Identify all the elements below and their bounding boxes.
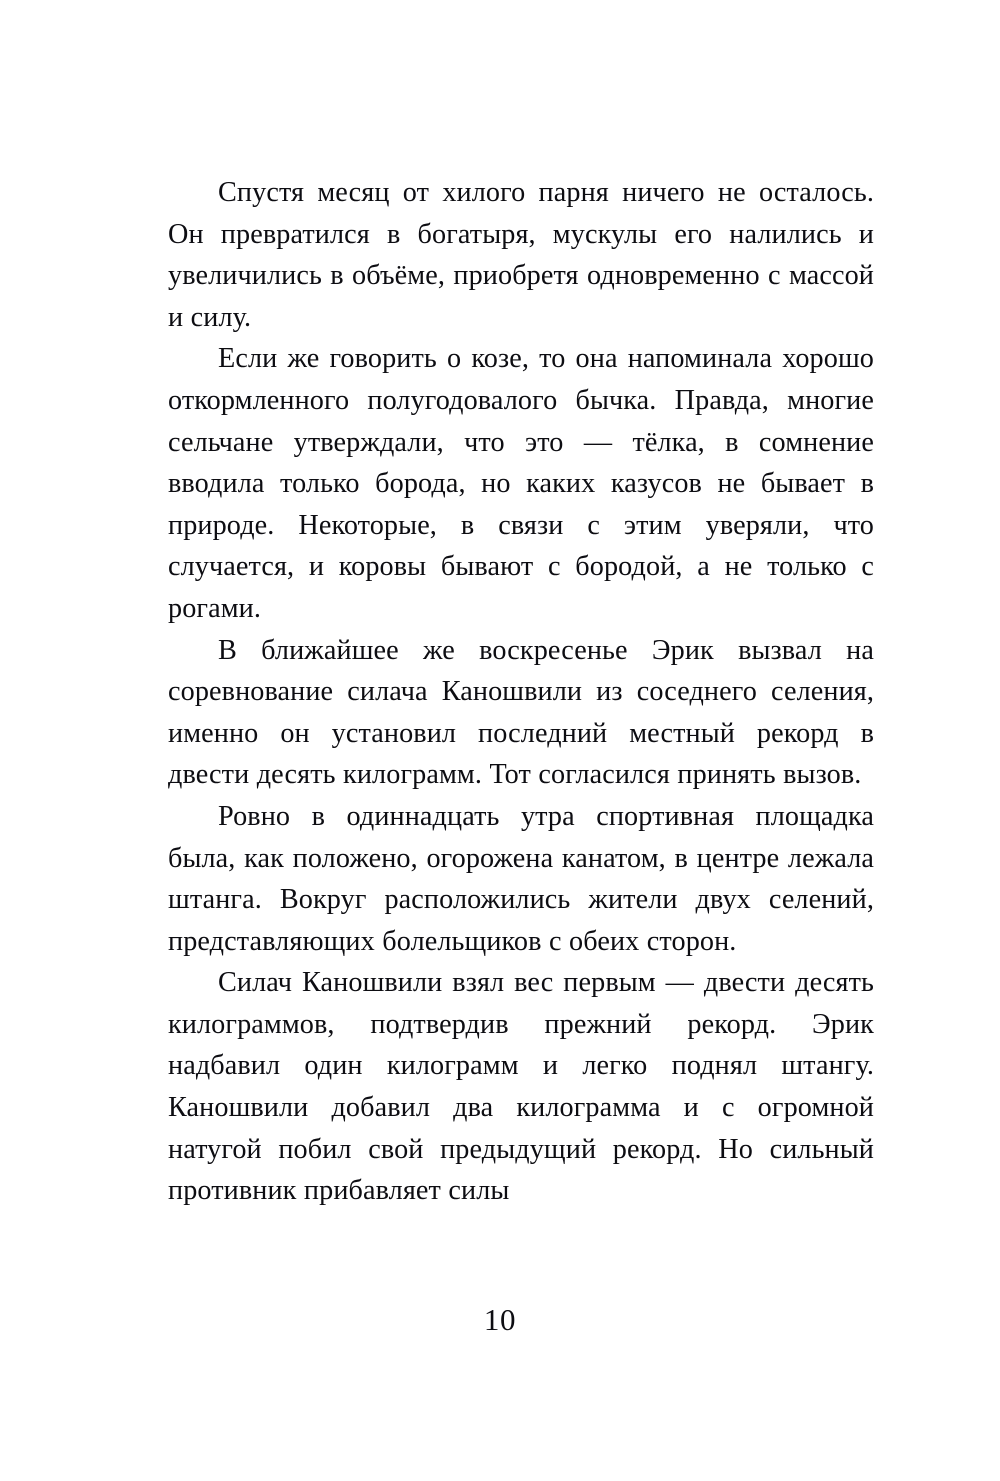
paragraph: Если же говорить о козе, то она напоминала хорошо откормленного полугодовалого бычка. Правда, многие сельчане утверждали, что это — тёлка, в сомнение вводила только борода, но каких казусов не бывает в природе. Некоторые, в связи с этим уверяли, что случается, и коровы бывают с бородой, а не только с рогами. — [168, 343, 874, 624]
page-number: 10 — [483, 1302, 517, 1337]
paragraph: Силач Каношвили взял вес первым — двести десять килограммов, подтвердив прежний рекорд. Эрик надбавил один килограмм и легко поднял штангу. Каношвили добавил два килограмма и с огромной натугой побил свой предыдущий рекорд. Но сильный противник прибавляет силы — [168, 967, 874, 1207]
page-text-block — [168, 172, 874, 1212]
paragraph: В ближайшее же воскресенье Эрик вызвал на соревнование силача Каношвили из соседнего селения, именно он установил последний местный рекорд в двести десять килограмм. Тот согласился принять вызов. — [168, 634, 874, 791]
paragraph: Спустя месяц от хилого парня ничего не осталось. Он превратился в богатыря, мускулы его налились и увеличились в объёме, приобретя одновременно с массой и силу. — [168, 177, 874, 333]
paragraph: Ровно в одиннадцать утра спортивная площадка была, как положено, огорожена канатом, в центре лежала штанга. Вокруг расположились жители двух селений, представляющих болельщиков с обеих сторон. — [168, 800, 874, 957]
